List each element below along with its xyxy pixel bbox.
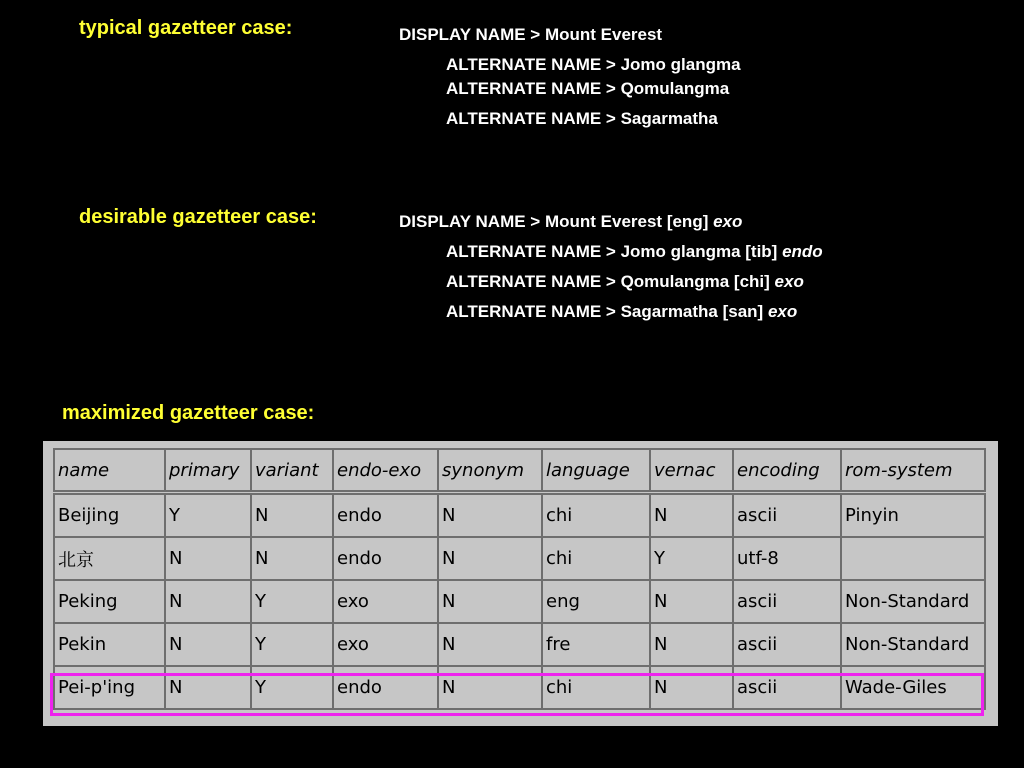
- table-cell: Y: [251, 580, 333, 623]
- table-cell: N: [165, 537, 251, 580]
- maximized-case-heading: maximized gazetteer case:: [62, 402, 315, 424]
- table-cell: ascii: [733, 493, 841, 538]
- table-cell: N: [438, 623, 542, 666]
- table-cell: N: [165, 666, 251, 709]
- desirable-case-heading: desirable gazetteer case:: [79, 206, 317, 228]
- column-header: rom-system: [841, 449, 985, 493]
- table-cell: N: [438, 666, 542, 709]
- typical-alternate-name-3: ALTERNATE NAME > Sagarmatha: [446, 109, 718, 128]
- table-cell: N: [438, 537, 542, 580]
- desirable-alternate-name-3: [446, 302, 797, 322]
- table-header-row: [54, 449, 985, 493]
- desirable-alternate-tag: exo: [774, 272, 804, 291]
- table-cell: Y: [165, 493, 251, 538]
- column-header: encoding: [733, 449, 841, 493]
- table-cell: Y: [251, 623, 333, 666]
- column-header: primary: [165, 449, 251, 493]
- table-cell: N: [650, 580, 733, 623]
- desirable-alternate-text: ALTERNATE NAME > Qomulangma [chi]: [446, 272, 775, 291]
- table-cell: Y: [650, 537, 733, 580]
- table-cell: chi: [542, 537, 650, 580]
- typical-case-heading: typical gazetteer case:: [79, 17, 293, 39]
- column-header: name: [54, 449, 165, 493]
- table-cell: Beijing: [54, 493, 165, 538]
- table-cell: N: [438, 580, 542, 623]
- desirable-alternate-name-1: [446, 242, 823, 262]
- table-cell: Pekin: [54, 623, 165, 666]
- column-header: vernac: [650, 449, 733, 493]
- table-cell: fre: [542, 623, 650, 666]
- table-cell: N: [251, 493, 333, 538]
- table-cell: ascii: [733, 623, 841, 666]
- desirable-alternate-tag: endo: [782, 242, 823, 261]
- table-cell: N: [165, 580, 251, 623]
- column-header: language: [542, 449, 650, 493]
- table-cell: Peking: [54, 580, 165, 623]
- table-cell: N: [650, 493, 733, 538]
- table-cell: ascii: [733, 580, 841, 623]
- desirable-display-text: DISPLAY NAME > Mount Everest [eng]: [399, 212, 714, 231]
- typical-alternate-name-1: ALTERNATE NAME > Jomo glangma: [446, 55, 741, 74]
- table-row: [54, 623, 985, 666]
- table-cell: endo: [333, 666, 438, 709]
- table-cell: 北京: [54, 537, 165, 580]
- gazetteer-table: [53, 448, 986, 710]
- table-cell: Non-Standard: [841, 580, 985, 623]
- column-header: synonym: [438, 449, 542, 493]
- gazetteer-table-panel: [43, 441, 998, 726]
- column-header: variant: [251, 449, 333, 493]
- table-row: [54, 580, 985, 623]
- table-cell: chi: [542, 666, 650, 709]
- table-cell: Y: [251, 666, 333, 709]
- table-cell: N: [438, 493, 542, 538]
- desirable-alternate-text: ALTERNATE NAME > Sagarmatha [san]: [446, 302, 768, 321]
- table-cell: Pinyin: [841, 493, 985, 538]
- typical-display-name: DISPLAY NAME > Mount Everest: [399, 25, 663, 44]
- table-cell: endo: [333, 537, 438, 580]
- desirable-alternate-tag: exo: [767, 302, 798, 321]
- column-header: endo-exo: [333, 449, 438, 493]
- table-cell: exo: [333, 623, 438, 666]
- desirable-display-name: [399, 212, 742, 232]
- table-cell: N: [165, 623, 251, 666]
- table-cell: chi: [542, 493, 650, 538]
- table-row: [54, 493, 985, 538]
- table-cell: eng: [542, 580, 650, 623]
- table-cell: N: [650, 623, 733, 666]
- table-cell: endo: [333, 493, 438, 538]
- desirable-display-tag: exo: [713, 212, 743, 231]
- table-cell: [841, 537, 985, 580]
- table-cell: N: [650, 666, 733, 709]
- table-cell: N: [251, 537, 333, 580]
- table-cell: Non-Standard: [841, 623, 985, 666]
- table-cell: exo: [333, 580, 438, 623]
- desirable-alternate-text: ALTERNATE NAME > Jomo glangma [tib]: [446, 242, 783, 261]
- table-cell: ascii: [733, 666, 841, 709]
- table-cell: Pei-p'ing: [54, 666, 165, 709]
- table-row-highlighted: [54, 666, 985, 709]
- table-cell: Wade-Giles: [841, 666, 985, 709]
- typical-alternate-name-2: ALTERNATE NAME > Qomulangma: [446, 79, 730, 98]
- table-row: [54, 537, 985, 580]
- desirable-alternate-name-2: [446, 272, 804, 292]
- table-cell: utf-8: [733, 537, 841, 580]
